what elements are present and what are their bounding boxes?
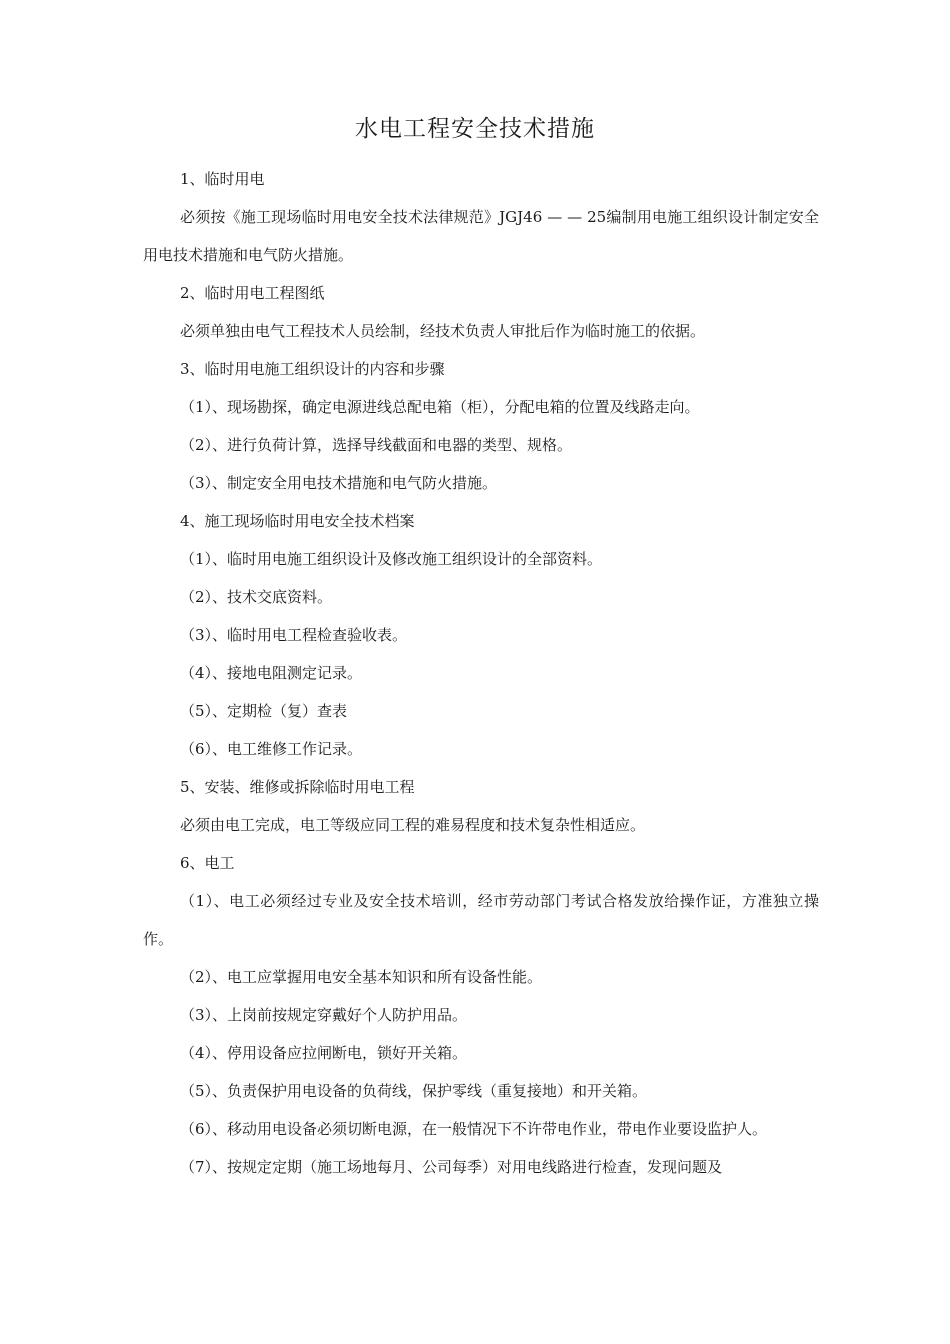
list-item: （3）、上岗前按规定穿戴好个人防护用品。 bbox=[180, 1006, 468, 1024]
section-heading-1: 1、临时用电 bbox=[180, 170, 265, 188]
list-item: （2）、电工应掌握用电安全基本知识和所有设备性能。 bbox=[180, 968, 543, 986]
list-item: （6）、电工维修工作记录。 bbox=[180, 740, 363, 758]
list-item: （1）、电工必须经过专业及安全技术培训，经市劳动部门考试合格发放给操作证，方准独立操作。 bbox=[143, 892, 819, 948]
section-heading-6: 6、电工 bbox=[180, 854, 235, 872]
section-heading-3: 3、临时用电施工组织设计的内容和步骤 bbox=[180, 360, 445, 378]
list-item: （5）、负责保护用电设备的负荷线，保护零线（重复接地）和开关箱。 bbox=[180, 1082, 648, 1100]
list-item: （2）、进行负荷计算，选择导线截面和电器的类型、规格。 bbox=[180, 436, 573, 454]
list-item: （7）、按规定定期（施工场地每月、公司每季）对用电线路进行检查，发现问题及 bbox=[180, 1158, 723, 1176]
paragraph: 必须单独由电气工程技术人员绘制，经技术负责人审批后作为临时施工的依据。 bbox=[180, 322, 706, 340]
section-heading-5: 5、安装、维修或拆除临时用电工程 bbox=[180, 778, 415, 796]
list-item: （6）、移动用电设备必须切断电源，在一般情况下不许带电作业，带电作业要设监护人。 bbox=[180, 1120, 768, 1138]
section-heading-2: 2、临时用电工程图纸 bbox=[180, 284, 325, 302]
list-item: （3）、制定安全用电技术措施和电气防火措施。 bbox=[180, 474, 498, 492]
section-heading-4: 4、施工现场临时用电安全技术档案 bbox=[180, 512, 415, 530]
list-item: （1）、临时用电施工组织设计及修改施工组织设计的全部资料。 bbox=[180, 550, 603, 568]
document-body bbox=[143, 160, 819, 1186]
paragraph: 必须按《施工现场临时用电安全技术法律规范》JGJ46 — — 25编制用电施工组织设计制定安全用电技术措施和电气防火措施。 bbox=[143, 208, 819, 264]
list-item: （3）、临时用电工程检查验收表。 bbox=[180, 626, 408, 644]
list-item: （4）、停用设备应拉闸断电，锁好开关箱。 bbox=[180, 1044, 468, 1062]
list-item: （1）、现场勘探，确定电源进线总配电箱（柜），分配电箱的位置及线路走向。 bbox=[180, 398, 700, 416]
document-title: 水电工程安全技术措施 bbox=[355, 116, 595, 142]
list-item: （4）、接地电阻测定记录。 bbox=[180, 664, 363, 682]
paragraph: 必须由电工完成，电工等级应同工程的难易程度和技术复杂性相适应。 bbox=[180, 816, 646, 834]
list-item: （5）、定期检（复）查表 bbox=[180, 702, 348, 720]
list-item: （2）、技术交底资料。 bbox=[180, 588, 333, 606]
